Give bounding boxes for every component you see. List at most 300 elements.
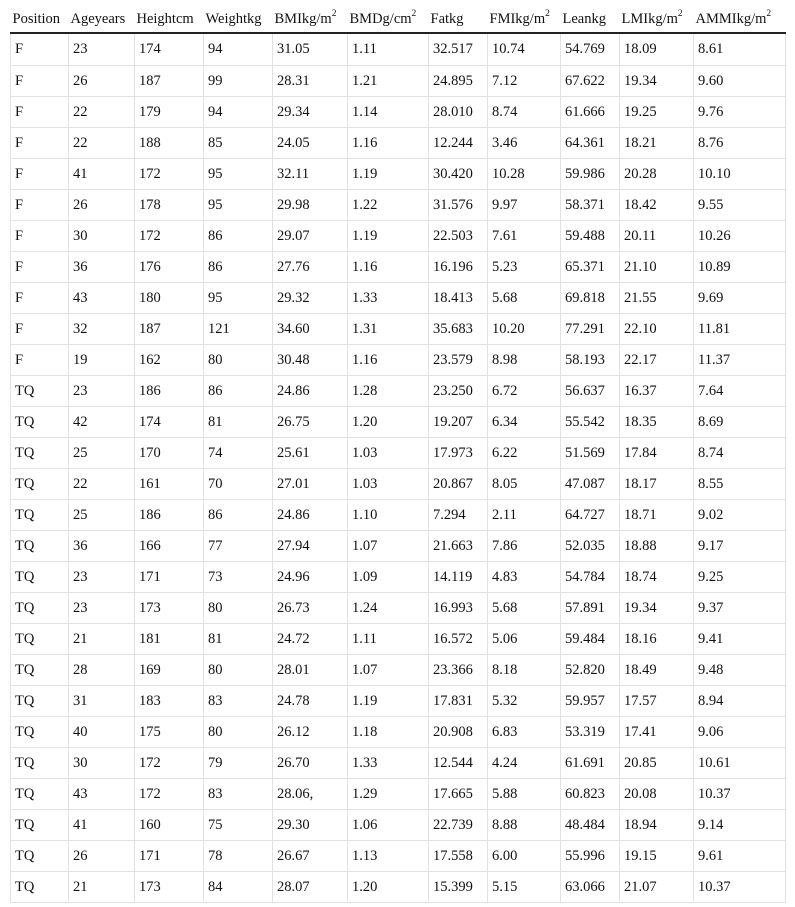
table-row [11, 810, 786, 841]
table-cell: 20.08 [620, 779, 694, 810]
table-cell: 67.622 [561, 66, 620, 97]
table-cell: 10.37 [694, 872, 786, 903]
table-cell: 3.46 [488, 128, 561, 159]
table-cell: 19.207 [429, 407, 488, 438]
table-cell: 29.07 [273, 221, 348, 252]
table-cell: 29.98 [273, 190, 348, 221]
table-cell: 1.19 [348, 221, 429, 252]
table-row [11, 66, 786, 97]
table-cell: 21 [69, 872, 135, 903]
table-cell: 179 [135, 97, 204, 128]
table-cell: 8.69 [694, 407, 786, 438]
table-cell: 80 [204, 717, 273, 748]
column-header-label: LMIkg/m [621, 10, 678, 27]
table-row [11, 159, 786, 190]
column-header-superscript: 2 [411, 9, 417, 20]
table-row [11, 655, 786, 686]
table-cell: 8.98 [488, 345, 561, 376]
column-header-label: Leankg [562, 10, 606, 27]
table-cell: 24.86 [273, 376, 348, 407]
table-cell: 23 [69, 562, 135, 593]
table-row [11, 748, 786, 779]
table-cell: 5.68 [488, 283, 561, 314]
table-cell: 94 [204, 33, 273, 66]
table-cell: 1.21 [348, 66, 429, 97]
table-row [11, 438, 786, 469]
table-cell: 9.14 [694, 810, 786, 841]
table-row [11, 779, 786, 810]
column-header [561, 6, 620, 33]
table-cell: 19.25 [620, 97, 694, 128]
table-cell: 176 [135, 252, 204, 283]
table-cell: 47.087 [561, 469, 620, 500]
table-cell: 18.21 [620, 128, 694, 159]
table-cell: 18.17 [620, 469, 694, 500]
table-cell: TQ [11, 686, 69, 717]
table-cell: 48.484 [561, 810, 620, 841]
column-header-superscript: 2 [545, 9, 550, 20]
header-row [11, 6, 786, 33]
column-header-label: Position [12, 10, 61, 27]
table-cell: 11.81 [694, 314, 786, 345]
table-cell: 70 [204, 469, 273, 500]
table-cell: 172 [135, 748, 204, 779]
table-cell: 55.542 [561, 407, 620, 438]
table-cell: 26.67 [273, 841, 348, 872]
column-header [620, 6, 694, 33]
table-cell: 16.572 [429, 624, 488, 655]
table-cell: 5.06 [488, 624, 561, 655]
table-cell: 10.74 [488, 33, 561, 66]
table-cell: 7.294 [429, 500, 488, 531]
table-cell: 64.361 [561, 128, 620, 159]
table-cell: 1.31 [348, 314, 429, 345]
table-cell: 24.72 [273, 624, 348, 655]
table-row [11, 33, 786, 66]
table-cell: 1.16 [348, 345, 429, 376]
table-cell: 30 [69, 221, 135, 252]
table-cell: TQ [11, 531, 69, 562]
column-header-label: Fatkg [430, 10, 464, 27]
table-cell: 42 [69, 407, 135, 438]
table-cell: F [11, 345, 69, 376]
table-cell: 172 [135, 779, 204, 810]
column-header-superscript: 2 [766, 9, 772, 20]
table-cell: 86 [204, 221, 273, 252]
table-cell: 1.16 [348, 128, 429, 159]
table-cell: 6.34 [488, 407, 561, 438]
table-cell: 80 [204, 655, 273, 686]
table-cell: 12.244 [429, 128, 488, 159]
table-cell: TQ [11, 841, 69, 872]
table-cell: 7.12 [488, 66, 561, 97]
table-cell: 9.41 [694, 624, 786, 655]
table-cell: 186 [135, 500, 204, 531]
table-cell: 10.26 [694, 221, 786, 252]
table-row [11, 686, 786, 717]
table-cell: 27.76 [273, 252, 348, 283]
table-header [11, 6, 786, 33]
table-cell: TQ [11, 872, 69, 903]
table-cell: 20.11 [620, 221, 694, 252]
table-cell: 170 [135, 438, 204, 469]
table-cell: 8.55 [694, 469, 786, 500]
table-cell: TQ [11, 624, 69, 655]
table-cell: 18.42 [620, 190, 694, 221]
table-cell: 24.78 [273, 686, 348, 717]
table-cell: 21.663 [429, 531, 488, 562]
table-cell: F [11, 159, 69, 190]
table-cell: TQ [11, 500, 69, 531]
table-cell: 1.10 [348, 500, 429, 531]
table-cell: 36 [69, 252, 135, 283]
table-cell: 17.831 [429, 686, 488, 717]
table-cell: 9.61 [694, 841, 786, 872]
table-cell: 1.19 [348, 686, 429, 717]
table-cell: 17.57 [620, 686, 694, 717]
table-cell: 21 [69, 624, 135, 655]
table-body [11, 33, 786, 903]
table-cell: 1.29 [348, 779, 429, 810]
table-cell: 52.820 [561, 655, 620, 686]
table-cell: 17.84 [620, 438, 694, 469]
table-row [11, 407, 786, 438]
table-cell: 19.34 [620, 593, 694, 624]
table-cell: TQ [11, 717, 69, 748]
table-cell: 8.74 [488, 97, 561, 128]
table-cell: 86 [204, 376, 273, 407]
table-cell: 24.96 [273, 562, 348, 593]
table-cell: 54.784 [561, 562, 620, 593]
table-cell: 30.48 [273, 345, 348, 376]
column-header-superscript: 2 [331, 9, 337, 20]
table-row [11, 562, 786, 593]
table-cell: 10.10 [694, 159, 786, 190]
table-cell: TQ [11, 655, 69, 686]
table-cell: TQ [11, 562, 69, 593]
table-cell: 57.891 [561, 593, 620, 624]
table-cell: 23.366 [429, 655, 488, 686]
table-cell: 23 [69, 33, 135, 66]
table-cell: 26.73 [273, 593, 348, 624]
table-cell: F [11, 221, 69, 252]
table-cell: 78 [204, 841, 273, 872]
table-row [11, 593, 786, 624]
table-cell: 85 [204, 128, 273, 159]
table-cell: 40 [69, 717, 135, 748]
table-cell: 34.60 [273, 314, 348, 345]
table-cell: TQ [11, 748, 69, 779]
table-cell: 1.20 [348, 872, 429, 903]
table-cell: 1.07 [348, 655, 429, 686]
table-cell: 86 [204, 500, 273, 531]
table-cell: 8.05 [488, 469, 561, 500]
table-cell: F [11, 97, 69, 128]
table-cell: 172 [135, 221, 204, 252]
table-cell: 58.371 [561, 190, 620, 221]
table-cell: 9.02 [694, 500, 786, 531]
table-cell: 22 [69, 97, 135, 128]
table-row [11, 190, 786, 221]
column-header-label: BMDg/cm [349, 10, 412, 27]
table-cell: 174 [135, 407, 204, 438]
table-cell: 7.86 [488, 531, 561, 562]
table-cell: 22.10 [620, 314, 694, 345]
table-cell: 10.20 [488, 314, 561, 345]
table-cell: 171 [135, 841, 204, 872]
table-cell: 28.06, [273, 779, 348, 810]
table-cell: 77 [204, 531, 273, 562]
table-cell: 10.28 [488, 159, 561, 190]
table-cell: TQ [11, 779, 69, 810]
column-header-label: FMIkg/m [489, 10, 546, 27]
table-cell: 9.25 [694, 562, 786, 593]
table-cell: 6.00 [488, 841, 561, 872]
table-cell: 27.94 [273, 531, 348, 562]
table-cell: 187 [135, 314, 204, 345]
table-cell: TQ [11, 810, 69, 841]
column-header [135, 6, 204, 33]
table-cell: 160 [135, 810, 204, 841]
table-cell: 29.34 [273, 97, 348, 128]
table-cell: 24.05 [273, 128, 348, 159]
table-cell: F [11, 190, 69, 221]
table-cell: 51.569 [561, 438, 620, 469]
table-cell: 81 [204, 407, 273, 438]
table-cell: 183 [135, 686, 204, 717]
table-cell: 1.22 [348, 190, 429, 221]
table-cell: 59.957 [561, 686, 620, 717]
table-container [10, 6, 785, 903]
table-cell: 20.28 [620, 159, 694, 190]
table-cell: 26 [69, 190, 135, 221]
table-cell: 43 [69, 283, 135, 314]
table-cell: 20.867 [429, 469, 488, 500]
table-cell: 23.250 [429, 376, 488, 407]
column-header [348, 6, 429, 33]
table-cell: 10.61 [694, 748, 786, 779]
table-cell: 8.18 [488, 655, 561, 686]
table-cell: F [11, 252, 69, 283]
table-cell: TQ [11, 469, 69, 500]
table-cell: 30 [69, 748, 135, 779]
table-cell: 32.517 [429, 33, 488, 66]
table-cell: 83 [204, 779, 273, 810]
table-cell: 17.973 [429, 438, 488, 469]
table-cell: 58.193 [561, 345, 620, 376]
table-cell: 28 [69, 655, 135, 686]
table-cell: 41 [69, 810, 135, 841]
table-cell: 1.19 [348, 159, 429, 190]
table-cell: 1.11 [348, 624, 429, 655]
table-cell: 1.13 [348, 841, 429, 872]
table-cell: 1.24 [348, 593, 429, 624]
table-cell: 17.41 [620, 717, 694, 748]
table-cell: 18.413 [429, 283, 488, 314]
table-cell: 95 [204, 159, 273, 190]
table-cell: 21.55 [620, 283, 694, 314]
table-cell: 27.01 [273, 469, 348, 500]
table-cell: 54.769 [561, 33, 620, 66]
table-cell: 25 [69, 500, 135, 531]
column-header-label: BMIkg/m [274, 10, 332, 27]
table-cell: 60.823 [561, 779, 620, 810]
table-cell: 9.69 [694, 283, 786, 314]
table-cell: 79 [204, 748, 273, 779]
table-cell: 32 [69, 314, 135, 345]
table-cell: 29.32 [273, 283, 348, 314]
table-cell: 17.665 [429, 779, 488, 810]
table-cell: 9.60 [694, 66, 786, 97]
table-cell: 1.07 [348, 531, 429, 562]
table-cell: 24.86 [273, 500, 348, 531]
table-cell: 53.319 [561, 717, 620, 748]
table-cell: 1.06 [348, 810, 429, 841]
table-cell: 55.996 [561, 841, 620, 872]
table-cell: 19.15 [620, 841, 694, 872]
table-cell: 81 [204, 624, 273, 655]
table-cell: 2.11 [488, 500, 561, 531]
table-row [11, 314, 786, 345]
table-cell: 22.17 [620, 345, 694, 376]
table-cell: 5.32 [488, 686, 561, 717]
table-cell: 95 [204, 283, 273, 314]
column-header-label: AMMIkg/m [695, 10, 767, 27]
table-cell: 59.986 [561, 159, 620, 190]
table-cell: 18.09 [620, 33, 694, 66]
column-header-label: Weightkg [205, 10, 262, 27]
table-cell: 25.61 [273, 438, 348, 469]
table-cell: 23 [69, 593, 135, 624]
table-cell: TQ [11, 593, 69, 624]
table-cell: 180 [135, 283, 204, 314]
table-cell: 18.35 [620, 407, 694, 438]
table-cell: 16.37 [620, 376, 694, 407]
table-cell: TQ [11, 376, 69, 407]
table-cell: 59.488 [561, 221, 620, 252]
table-cell: 26.75 [273, 407, 348, 438]
table-cell: 175 [135, 717, 204, 748]
table-cell: 80 [204, 593, 273, 624]
table-cell: 10.37 [694, 779, 786, 810]
table-cell: 56.637 [561, 376, 620, 407]
table-cell: 24.895 [429, 66, 488, 97]
table-row [11, 376, 786, 407]
table-row [11, 500, 786, 531]
table-cell: 16.993 [429, 593, 488, 624]
table-cell: 186 [135, 376, 204, 407]
table-row [11, 717, 786, 748]
column-header [429, 6, 488, 33]
table-cell: 5.15 [488, 872, 561, 903]
table-cell: 9.17 [694, 531, 786, 562]
table-row [11, 841, 786, 872]
table-cell: 178 [135, 190, 204, 221]
table-cell: 6.22 [488, 438, 561, 469]
table-cell: 174 [135, 33, 204, 66]
table-cell: 9.48 [694, 655, 786, 686]
table-row [11, 531, 786, 562]
table-row [11, 128, 786, 159]
table-cell: 77.291 [561, 314, 620, 345]
table-cell: 20.85 [620, 748, 694, 779]
table-cell: 28.01 [273, 655, 348, 686]
table-cell: 31.576 [429, 190, 488, 221]
table-cell: 9.37 [694, 593, 786, 624]
table-cell: 16.196 [429, 252, 488, 283]
table-cell: 59.484 [561, 624, 620, 655]
table-cell: 30.420 [429, 159, 488, 190]
table-cell: 26.12 [273, 717, 348, 748]
table-cell: 73 [204, 562, 273, 593]
table-cell: 22.503 [429, 221, 488, 252]
table-cell: 9.76 [694, 97, 786, 128]
table-cell: 28.010 [429, 97, 488, 128]
table-cell: 173 [135, 593, 204, 624]
table-cell: 171 [135, 562, 204, 593]
table-cell: 1.03 [348, 469, 429, 500]
table-cell: F [11, 283, 69, 314]
table-cell: 22.739 [429, 810, 488, 841]
table-cell: 6.72 [488, 376, 561, 407]
table-cell: 161 [135, 469, 204, 500]
table-cell: 31 [69, 686, 135, 717]
table-row [11, 283, 786, 314]
table-cell: 19 [69, 345, 135, 376]
table-cell: 36 [69, 531, 135, 562]
table-cell: 1.20 [348, 407, 429, 438]
table-cell: 28.07 [273, 872, 348, 903]
table-cell: 52.035 [561, 531, 620, 562]
table-cell: 29.30 [273, 810, 348, 841]
table-cell: 12.544 [429, 748, 488, 779]
table-cell: 1.33 [348, 748, 429, 779]
table-cell: 21.07 [620, 872, 694, 903]
table-cell: F [11, 314, 69, 345]
table-cell: F [11, 66, 69, 97]
table-cell: 8.61 [694, 33, 786, 66]
table-cell: 80 [204, 345, 273, 376]
table-cell: 18.88 [620, 531, 694, 562]
table-cell: 26 [69, 841, 135, 872]
table-cell: 19.34 [620, 66, 694, 97]
table-cell: 8.74 [694, 438, 786, 469]
table-cell: 18.74 [620, 562, 694, 593]
table-cell: 9.97 [488, 190, 561, 221]
table-cell: 121 [204, 314, 273, 345]
table-cell: 1.33 [348, 283, 429, 314]
column-header [273, 6, 348, 33]
table-cell: 22 [69, 469, 135, 500]
table-cell: 75 [204, 810, 273, 841]
column-header-label: Heightcm [136, 10, 194, 27]
table-cell: 69.818 [561, 283, 620, 314]
table-cell: 172 [135, 159, 204, 190]
column-header [69, 6, 135, 33]
table-cell: 43 [69, 779, 135, 810]
table-cell: 9.06 [694, 717, 786, 748]
table-cell: 11.37 [694, 345, 786, 376]
table-cell: 181 [135, 624, 204, 655]
table-cell: 31.05 [273, 33, 348, 66]
table-cell: 1.28 [348, 376, 429, 407]
table-cell: 18.71 [620, 500, 694, 531]
table-cell: 26 [69, 66, 135, 97]
table-row [11, 221, 786, 252]
table-cell: 61.691 [561, 748, 620, 779]
table-cell: 5.68 [488, 593, 561, 624]
table-cell: 17.558 [429, 841, 488, 872]
